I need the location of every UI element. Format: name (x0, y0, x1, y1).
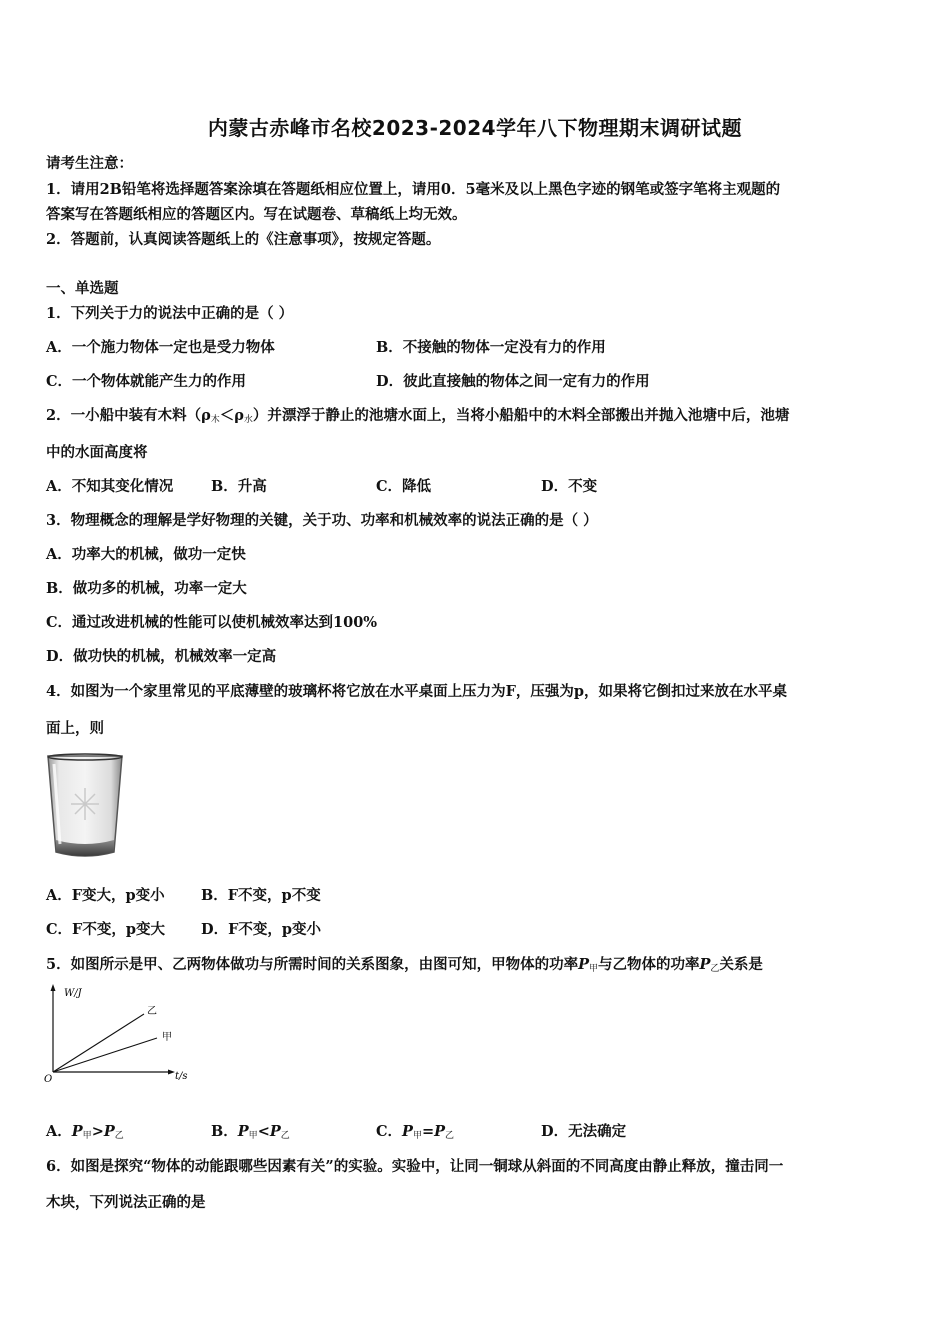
origin-label: O (44, 1074, 53, 1085)
q2-stem-line-1 (46, 404, 789, 425)
line-yi (53, 1014, 144, 1072)
q1-option-a: A．一个施力物体一定也是受力物体 (46, 339, 275, 356)
line-yi-label: 乙 (147, 1006, 157, 1017)
q5-stem-text-2: 与乙物体的功率 (598, 956, 700, 973)
q4-option-d: D．F不变，p变小 (201, 921, 322, 938)
q3-option-b: B．做功多的机械，功率一定大 (46, 580, 247, 597)
q4-stem-line-1: 4．如图为一个家里常见的平底薄壁的玻璃杯将它放在水平桌面上压力为F，压强为p，如果将它倒扣过来放在水平桌 (46, 683, 788, 700)
q5-c-sub1: 甲 (412, 1131, 422, 1141)
q1-stem: 1．下列关于力的说法中正确的是（ ） (46, 305, 294, 322)
q4-option-a: A．F变大，p变小 (46, 887, 165, 904)
q5-option-d: D．无法确定 (541, 1123, 627, 1140)
q5-b-sub1: 甲 (248, 1131, 258, 1141)
notice-line-3: 2．答题前，认真阅读答题纸上的《注意事项》，按规定答题。 (46, 231, 441, 248)
q2-option-d: D．不变 (541, 478, 598, 495)
q3-option-c: C．通过改进机械的性能可以使机械效率达到100% (46, 614, 378, 631)
q5-b-rel: < (257, 1123, 270, 1140)
notice-line-2: 答案写在答题纸相应的答题区内。写在试题卷、草稿纸上均无效。 (46, 206, 467, 223)
q5-b-sub2: 乙 (280, 1131, 290, 1141)
q4-option-b: B．F不变，p不变 (201, 887, 321, 904)
q5-stem-text-3: 关系是 (719, 956, 763, 973)
q5-a-rel: > (91, 1123, 104, 1140)
page-title: 内蒙古赤峰市名校2023-2024学年八下物理期末调研试题 (207, 116, 743, 140)
q4-option-c: C．F不变，p变大 (46, 921, 165, 938)
q5-c-p2: P (434, 1123, 446, 1140)
q5-a-sub2: 乙 (114, 1131, 124, 1141)
q1-option-d: D．彼此直接触的物体之间一定有力的作用 (376, 373, 650, 390)
q5-c-sub2: 乙 (445, 1131, 455, 1141)
q5-stem-text-1: 5．如图所示是甲、乙两物体做功与所需时间的关系图象，由图可知，甲物体的功率 (46, 956, 579, 973)
q2-stem-line-2: 中的水面高度将 (46, 444, 148, 461)
q3-stem: 3．物理概念的理解是学好物理的关键，关于功、功率和机械效率的说法正确的是（ ） (46, 512, 598, 529)
q5-a-p1: P (71, 1123, 83, 1140)
q1-option-b: B．不接触的物体一定没有力的作用 (376, 339, 606, 356)
q5-c-prefix: C． (376, 1123, 403, 1140)
q6-stem-line-2: 木块，下列说法正确的是 (46, 1194, 206, 1211)
q5-option-a (46, 1120, 124, 1141)
q5-b-prefix: B． (211, 1123, 238, 1140)
q5-a-prefix: A． (46, 1123, 72, 1140)
q2-option-c: C．降低 (376, 478, 432, 495)
q2-stem-text-1: 2．一小船中装有木料（ρ (46, 407, 211, 424)
line-jia (53, 1038, 157, 1072)
q2-stem-text-2: ＜ρ (219, 407, 244, 424)
q2-subscript-wood: 木 (210, 415, 220, 425)
q5-p-symbol-yi: P (699, 956, 711, 973)
q5-sub-yi: 乙 (710, 964, 720, 974)
q5-sub-jia: 甲 (589, 964, 599, 974)
q1-option-c: C．一个物体就能产生力的作用 (46, 373, 247, 390)
q5-p-symbol-jia: P (578, 956, 589, 973)
q5-b-p1: P (237, 1123, 249, 1140)
y-axis-label: W/J (64, 988, 82, 999)
q5-option-c (376, 1120, 454, 1141)
notice-heading: 请考生注意： (46, 155, 133, 172)
q5-option-b (211, 1120, 290, 1141)
q5-c-p1: P (402, 1123, 413, 1140)
q2-option-a: A．不知其变化情况 (46, 478, 174, 495)
notice-line-1: 1．请用2B铅笔将选择题答案涂填在答题纸相应位置上，请用0．5毫米及以上黑色字迹的钢笔或签字笔将主观题的 (46, 181, 781, 198)
q2-option-b: B．升高 (211, 478, 267, 495)
y-axis-arrow (51, 984, 56, 991)
q5-b-p2: P (269, 1123, 281, 1140)
glass-cup-image (44, 752, 126, 862)
section-heading: 一、单选题 (46, 280, 119, 297)
q3-option-a: A．功率大的机械，做功一定快 (46, 546, 246, 563)
q5-a-p2: P (103, 1123, 115, 1140)
q2-subscript-water: 水 (243, 415, 253, 425)
work-time-graph (40, 982, 200, 1086)
q4-stem-line-2: 面上，则 (46, 720, 104, 737)
q3-option-d: D．做功快的机械，机械效率一定高 (46, 648, 277, 665)
line-jia-label: 甲 (162, 1032, 172, 1043)
q5-stem (46, 953, 763, 974)
q6-stem-line-1: 6．如图是探究“物体的动能跟哪些因素有关”的实验。实验中，让同一铜球从斜面的不同高度由静止释放，撞击同一 (46, 1158, 784, 1175)
q5-c-rel: = (421, 1123, 435, 1140)
x-axis-arrow (168, 1070, 175, 1075)
q5-a-sub1: 甲 (82, 1131, 92, 1141)
x-axis-label: t/s (175, 1071, 188, 1082)
q2-stem-text-3: ）并漂浮于静止的池塘水面上，当将小船船中的木料全部搬出并抛入池塘中后，池塘 (252, 407, 790, 424)
